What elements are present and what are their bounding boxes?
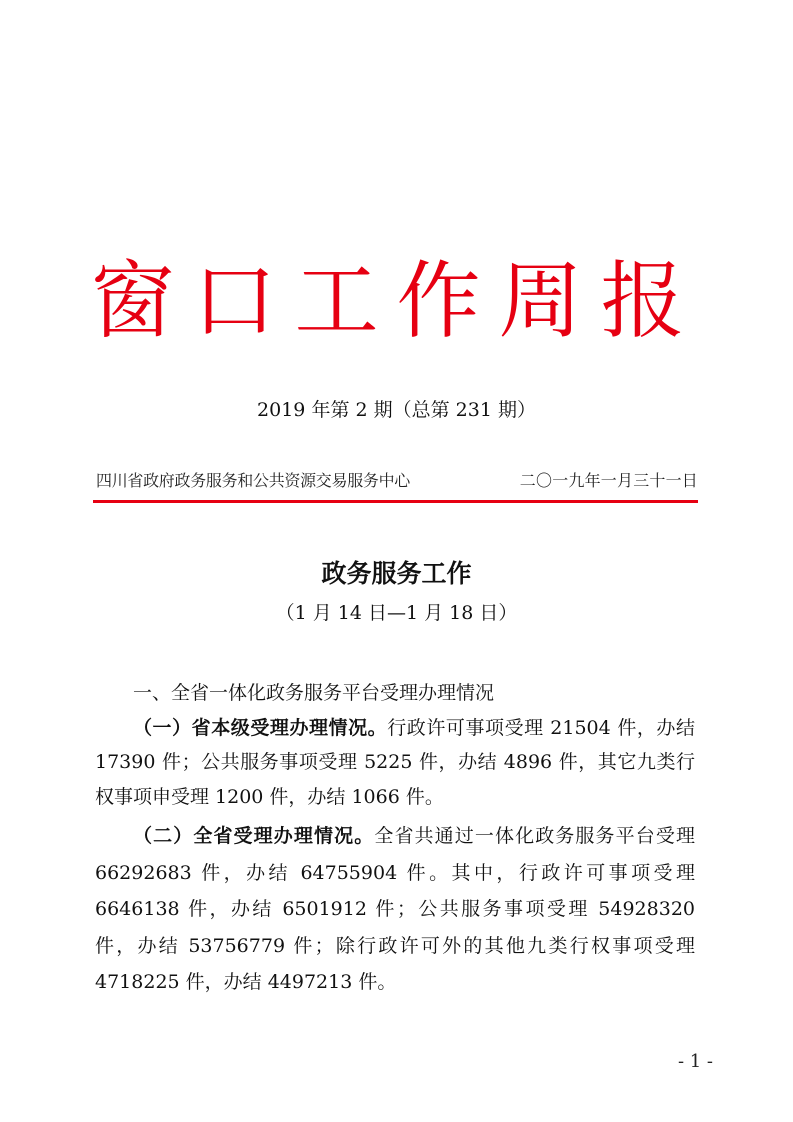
- sub-heading-provincial-level: （一）省本级受理办理情况。: [133, 716, 388, 739]
- publisher-row: [96, 468, 698, 494]
- masthead-title: 窗口工作周报: [90, 252, 703, 350]
- paragraph-whole-province-text: 全省共通过一体化政务服务平台受理 66292683 件，办结 64755904 件。其中，行政许可事项受理 6646138 件，办结 6501912 件；公共服务事项受理 54928320 件，办结 53756779 件；除行政许可外的其他九类行权事项受理 4718225 件，办结 4497213 件。: [95, 825, 695, 993]
- article-body: [95, 676, 695, 1001]
- sub-heading-whole-province: （二）全省受理办理情况。: [133, 825, 375, 847]
- page-number: - 1 -: [677, 1051, 713, 1072]
- section-heading: 一、全省一体化政务服务平台受理办理情况: [133, 682, 495, 704]
- issue-number: 2019 年第 2 期（总第 231 期）: [257, 399, 536, 421]
- article-date-range: （1 月 14 日—1 月 18 日）: [275, 602, 518, 624]
- paragraph-provincial-level-text: 行政许可事项受理 21504 件，办结 17390 件；公共服务事项受理 5225 件，办结 4896 件，其它九类行权事项申受理 1200 件，办结 1066 件。: [95, 716, 695, 808]
- paragraph-whole-province: [95, 818, 695, 1001]
- paragraph-provincial-level: [95, 711, 695, 815]
- publish-date: 二〇一九年一月三十一日: [519, 471, 698, 490]
- publisher-name: 四川省政府政务服务和公共资源交易服务中心: [96, 471, 411, 490]
- header-divider: [93, 500, 698, 503]
- article-title: 政务服务工作: [321, 559, 472, 588]
